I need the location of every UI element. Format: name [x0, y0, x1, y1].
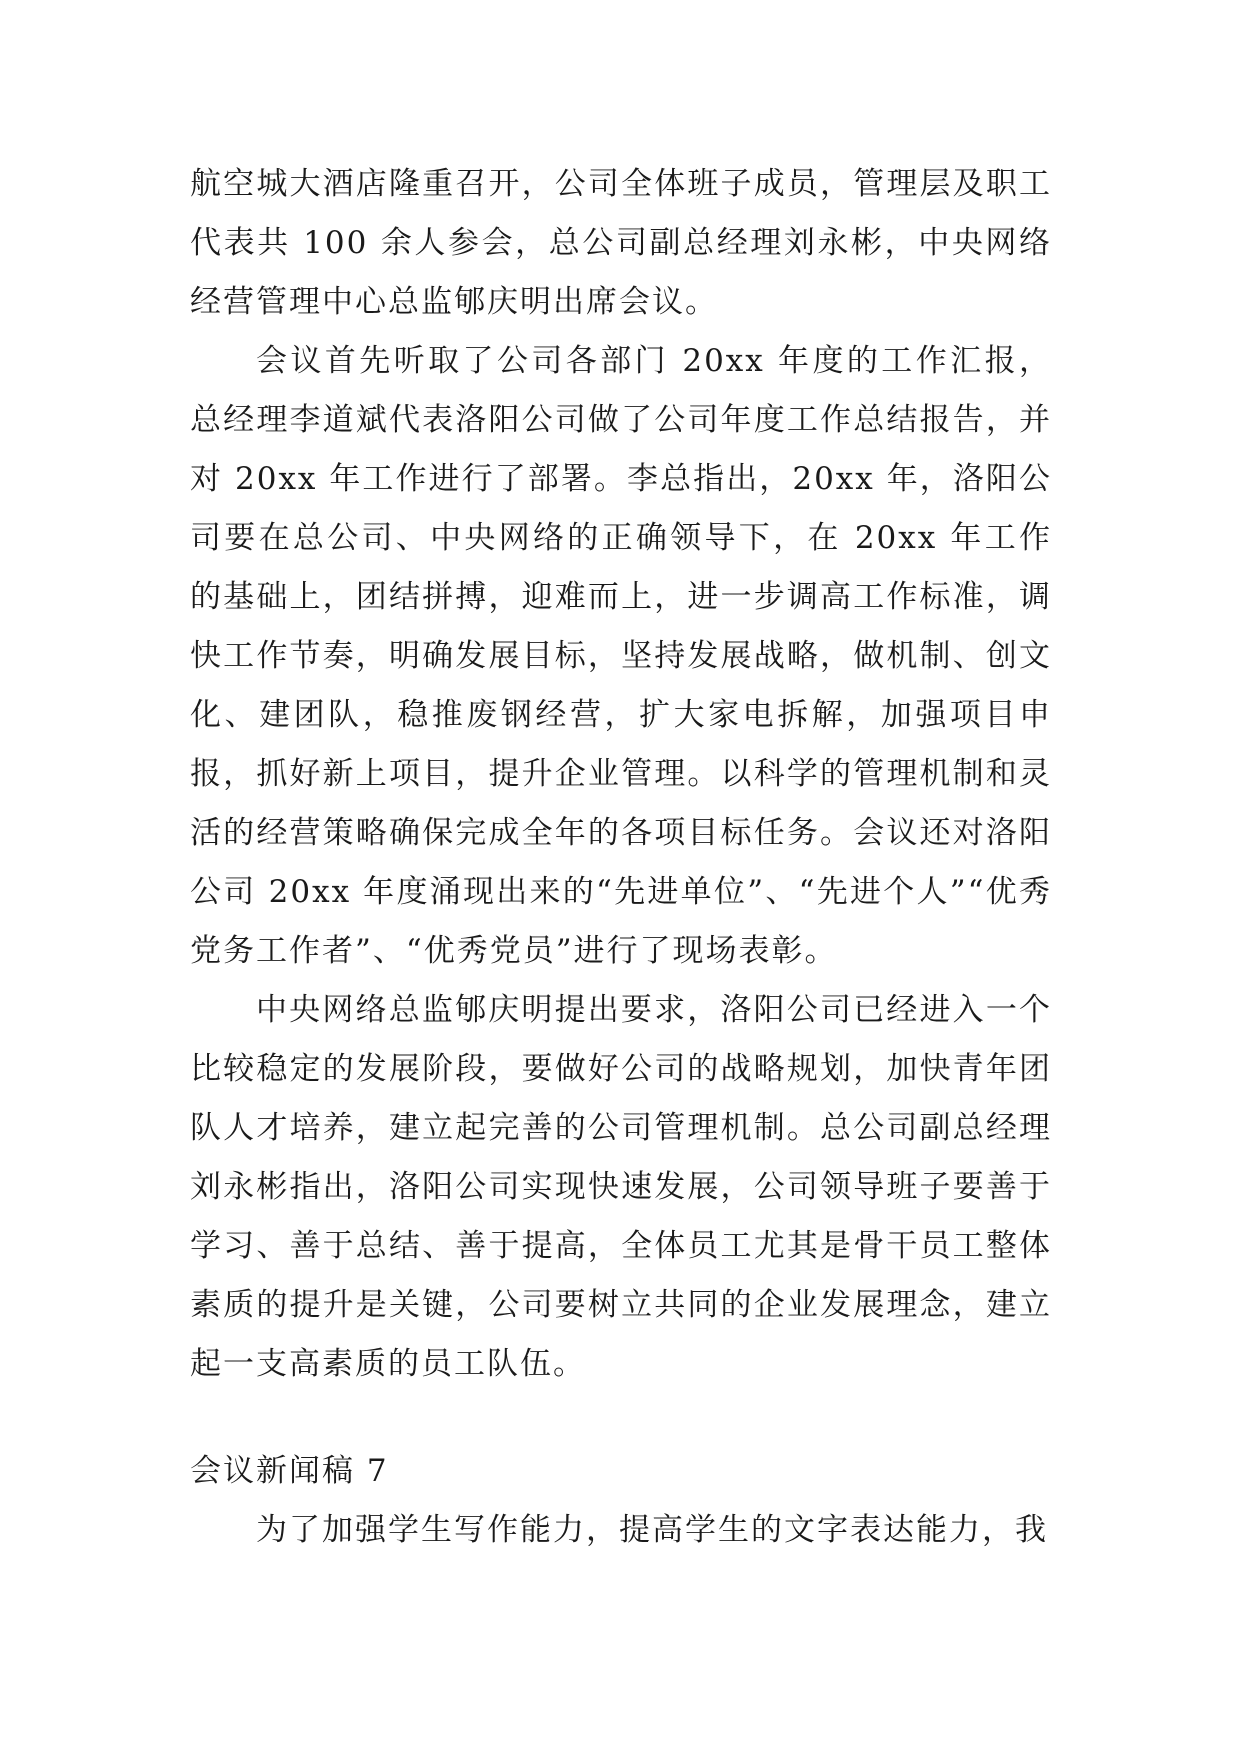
document-body [190, 155, 1052, 1560]
paragraph-leader-remarks: 中央网络总监郇庆明提出要求，洛阳公司已经进入一个比较稳定的发展阶段，要做好公司的战略规划，加快青年团队人才培养，建立起完善的公司管理机制。总公司副总经理刘永彬指出，洛阳公司实现快速发展，公司领导班子要善于学习、善于总结、善于提高，全体员工尤其是骨干员工整体素质的提升是关键，公司要树立共同的企业发展理念，建立起一支高素质的员工队伍。 [190, 992, 1052, 1382]
paragraph-continued: 航空城大酒店隆重召开，公司全体班子成员，管理层及职工代表共 100 余人参会，总公司副总经理刘永彬，中央网络经营管理中心总监郇庆明出席会议。 [190, 166, 1052, 320]
paragraph-new-section: 为了加强学生写作能力，提高学生的文字表达能力，我 [256, 1512, 1048, 1548]
paragraph-meeting-report: 会议首先听取了公司各部门 20xx 年度的工作汇报，总经理李道斌代表洛阳公司做了公司年度工作总结报告，并对 20xx 年工作进行了部署。李总指出，20xx 年，洛阳公司要在总公司、中央网络的正确领导下，在 20xx 年工作的基础上，团结拼搏，迎难而上，进一步调高工作标准，调快工作节奏，明确发展目标，坚持发展战略，做机制、创文化、建团队，稳推废钢经营，扩大家电拆解，加强项目申报，抓好新上项目，提升企业管理。以科学的管理机制和灵活的经营策略确保完成全年的各项目标任务。会议还对洛阳公司 20xx 年度涌现出来的“先进单位”、“先进个人”“优秀党务工作者”、“优秀党员”进行了现场表彰。 [190, 343, 1052, 969]
section-heading: 会议新闻稿 7 [190, 1453, 389, 1489]
